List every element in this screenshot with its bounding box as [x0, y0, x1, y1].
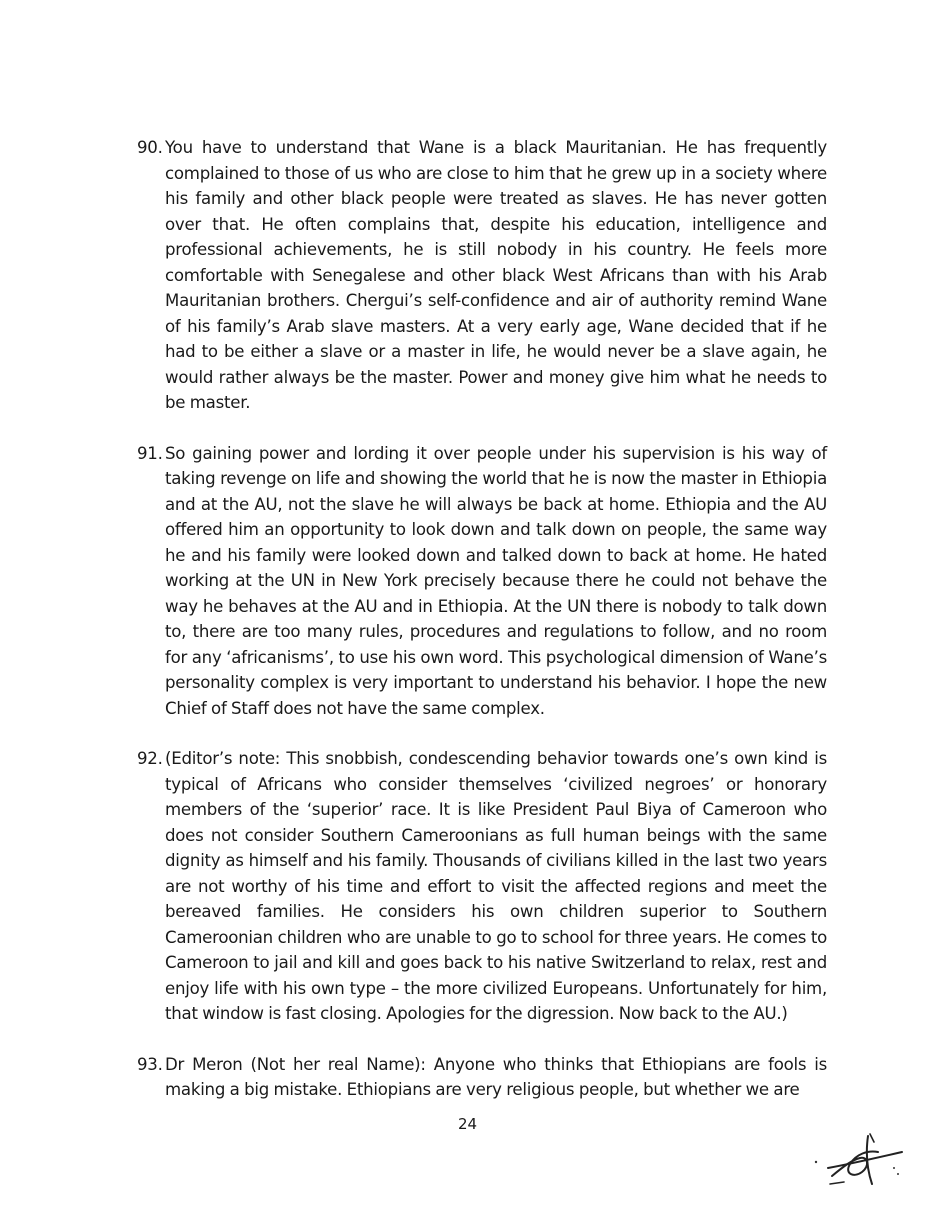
- paragraph-text: So gaining power and lording it over people under his supervision is his way of taking revenge on life and showing the world that he is now the master in Ethiopia and at the AU, not the slave he will always be back at home. Ethiopia and the AU offered him an opportunity to look down and talk down on people, the same way he and his family were looked down and talked down to back at home. He hated working at the UN in New York precisely because there he could not behave the way he behaves at the AU and in Ethiopia. At the UN there is nobody to talk down to, there are too many rules, procedures and regulations to follow, and no room for any ‘africanisms’, to use his own word. This psychological dimension of Wane’s personality complex is very important to understand his behavior. I hope the new Chief of Staff does not have the same complex.: [165, 443, 827, 718]
- paragraph-text: Dr Meron (Not her real Name): Anyone who thinks that Ethiopians are fools is making a big mistake. Ethiopians are very religious people, but whether we are: [165, 1054, 827, 1099]
- page-body: [137, 135, 827, 1128]
- paragraph-90: [137, 135, 827, 416]
- paragraph-number: 92.: [137, 749, 163, 768]
- paragraph-number: 90.: [137, 138, 163, 157]
- paragraph-text: You have to understand that Wane is a black Mauritanian. He has frequently complained to those of us who are close to him that he grew up in a society where his family and other black people were treated as slaves. He has never gotten over that. He often complains that, despite his education, intelligence and professional achievements, he is still nobody in his country. He feels more comfortable with Senegalese and other black West Africans than with his Arab Mauritanian brothers. Chergui’s self-confidence and air of authority remind Wane of his family’s Arab slave masters. At a very early age, Wane decided that if he had to be either a slave or a master in life, he would never be a slave again, he would rather always be the master. Power and money give him what he needs to be master.: [165, 138, 827, 412]
- paragraph-92: [137, 746, 827, 1027]
- paragraph-number: 93.: [137, 1054, 163, 1074]
- page-number: 24: [457, 1115, 478, 1133]
- paragraph-number: 91.: [137, 443, 163, 463]
- paragraph-91: [137, 441, 827, 722]
- paragraph-text: (Editor’s note: This snobbish, condescending behavior towards one’s own kind is typical of Africans who consider themselves ‘civilized negroes’ or honorary members of the ‘superior’ race. It is like President Paul Biya of Cameroon who does not consider Southern Cameroonians as full human beings with the same dignity as himself and his family. Thousands of civilians killed in the last two years are not worthy of his time and effort to visit the affected regions and meet the bereaved families. He considers his own children superior to Southern Cameroonian children who are unable to go to school for three years. He comes to Cameroon to jail and kill and goes back to his native Switzerland to relax, rest and enjoy life with his own type – the more civilized Europeans. Unfortunately for him, that window is fast closing. Apologies for the digression. Now back to the AU.): [165, 749, 827, 1023]
- signature-mark: [810, 1128, 910, 1194]
- paragraph-93: [137, 1052, 827, 1103]
